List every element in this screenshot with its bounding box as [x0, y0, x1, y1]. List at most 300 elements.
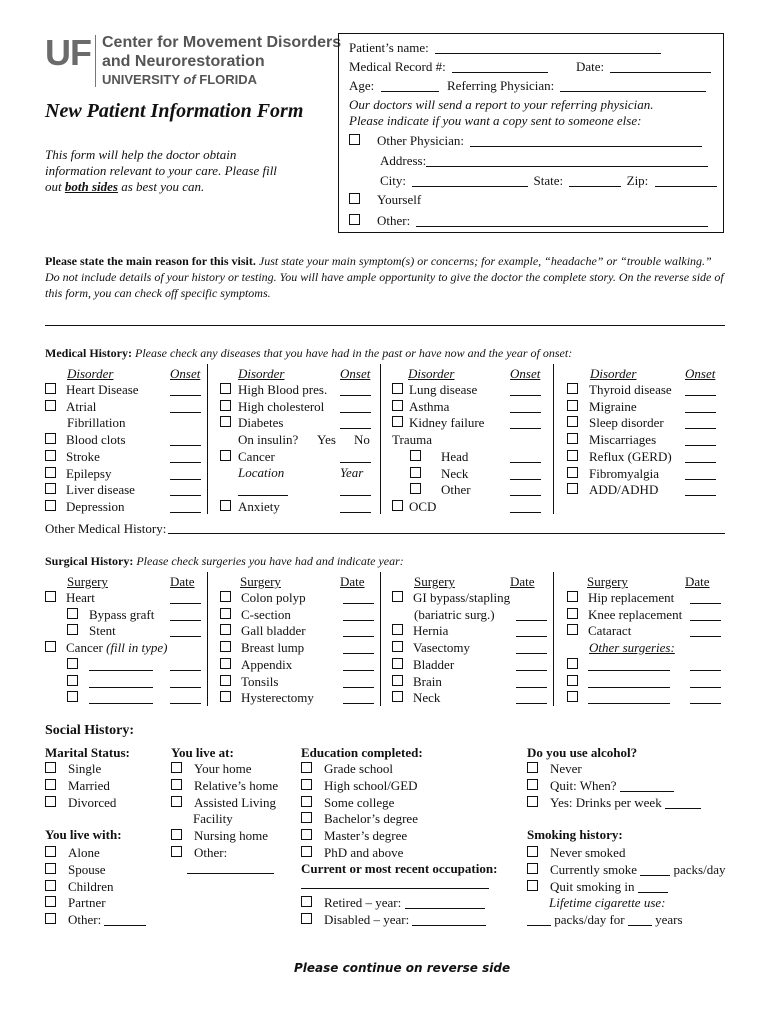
- marital-divorced-checkbox[interactable]: [45, 796, 56, 807]
- med-high-bp-checkbox[interactable]: [220, 383, 231, 394]
- surg-appendix-label: Appendix: [241, 657, 293, 672]
- other-physician-field[interactable]: [470, 134, 702, 147]
- onset-blank[interactable]: [170, 495, 201, 496]
- onset-blank[interactable]: [510, 479, 541, 480]
- live-at-assisted-label: Assisted Living: [194, 795, 276, 810]
- surg-brain-checkbox[interactable]: [392, 675, 403, 686]
- edu-bachelors-checkbox[interactable]: [301, 812, 312, 823]
- surg-stent-checkbox[interactable]: [67, 624, 78, 635]
- date-label: Date:: [576, 59, 605, 74]
- report-note-2: Please indicate if you want a copy sent to someone else:: [349, 113, 642, 128]
- state-label: State:: [533, 173, 564, 188]
- live-with-partner-checkbox[interactable]: [45, 896, 56, 907]
- live-at-nursing-checkbox[interactable]: [171, 829, 182, 840]
- med-blood-clots: [45, 432, 126, 448]
- med-liver-disease-checkbox[interactable]: [45, 483, 56, 494]
- surg-appendix-checkbox[interactable]: [220, 658, 231, 669]
- occupation-label: Current or most recent occupation:: [301, 861, 498, 876]
- date-blank[interactable]: [690, 687, 721, 688]
- retired-row: [301, 895, 485, 911]
- surgical-divider-1: [207, 572, 208, 706]
- med-miscarriages-checkbox[interactable]: [567, 433, 578, 444]
- patient-name-field[interactable]: [435, 41, 661, 54]
- onset-blank[interactable]: [685, 428, 716, 429]
- date-blank[interactable]: [343, 703, 374, 704]
- live-with-children-label: Children: [68, 879, 114, 894]
- med-blood-clots-checkbox[interactable]: [45, 433, 56, 444]
- med-high-bp-label: High Blood pres.: [238, 382, 328, 397]
- smoking-current-label: Currently smoke: [550, 862, 638, 877]
- med-insulin-yes[interactable]: Yes: [317, 432, 336, 447]
- logo-univ-b: FLORIDA: [195, 72, 258, 87]
- cancer-location-blank[interactable]: [238, 495, 288, 496]
- date-blank[interactable]: [690, 636, 721, 637]
- date-blank[interactable]: [170, 687, 201, 688]
- surg-hernia: [392, 623, 448, 639]
- smoking-never: [527, 845, 625, 861]
- live-at-relative-label: Relative’s home: [194, 778, 279, 793]
- onset-blank[interactable]: [685, 495, 716, 496]
- med-kidney-failure: [392, 415, 484, 431]
- med-trauma-head-label: Head: [441, 449, 469, 464]
- mrn-label: Medical Record #:: [349, 59, 446, 74]
- alcohol-quit-field[interactable]: [620, 779, 674, 792]
- surg-tonsils: [220, 674, 278, 690]
- onset-blank[interactable]: [685, 445, 716, 446]
- alcohol-drinks-field[interactable]: [665, 796, 701, 809]
- date-blank[interactable]: [516, 636, 547, 637]
- other-copy-checkbox[interactable]: [349, 214, 360, 225]
- onset-blank[interactable]: [685, 462, 716, 463]
- med-atrial: [45, 399, 96, 415]
- onset-blank[interactable]: [170, 512, 201, 513]
- surg-colon-polyp-label: Colon polyp: [241, 590, 306, 605]
- med-thyroid-checkbox[interactable]: [567, 383, 578, 394]
- med-on-insulin: On insulin?: [238, 432, 299, 447]
- med-migraine-checkbox[interactable]: [567, 400, 578, 411]
- med-cancer-year: Year: [340, 465, 364, 480]
- med-trauma-other-checkbox[interactable]: [410, 483, 421, 494]
- date-row: [576, 59, 711, 75]
- med-sleep-disorder-checkbox[interactable]: [567, 416, 578, 427]
- yourself-checkbox[interactable]: [349, 193, 360, 204]
- marital-married-checkbox[interactable]: [45, 779, 56, 790]
- onset-blank[interactable]: [340, 412, 371, 413]
- live-at-home-checkbox[interactable]: [171, 762, 182, 773]
- onset-blank[interactable]: [685, 395, 716, 396]
- med-asthma-label: Asthma: [409, 399, 450, 414]
- alcohol-yes-checkbox[interactable]: [527, 796, 538, 807]
- marital-married: [45, 778, 110, 794]
- other-physician-checkbox[interactable]: [349, 134, 360, 145]
- surg-hysterectomy-checkbox[interactable]: [220, 691, 231, 702]
- live-with-other-field[interactable]: [104, 913, 146, 926]
- surg-colon-polyp: [220, 590, 306, 606]
- smoking-packs-day-label: packs/day: [673, 862, 726, 877]
- med-ocd-checkbox[interactable]: [392, 500, 403, 511]
- med-trauma-neck-checkbox[interactable]: [410, 467, 421, 478]
- date-blank[interactable]: [343, 687, 374, 688]
- logo-center-name-2: and Neurorestoration: [102, 53, 265, 70]
- surg-gall-bladder-checkbox[interactable]: [220, 624, 231, 635]
- date-blank[interactable]: [516, 687, 547, 688]
- med-add-adhd: [567, 482, 658, 498]
- date-blank[interactable]: [170, 703, 201, 704]
- alcohol-yes: [527, 795, 701, 811]
- surg-col4-date-header: Date: [685, 574, 710, 589]
- surg-neck: [392, 690, 440, 706]
- med-high-cholesterol-checkbox[interactable]: [220, 400, 231, 411]
- surg-hip-checkbox[interactable]: [567, 591, 578, 602]
- surg-blank-checkbox[interactable]: [67, 658, 78, 669]
- surg-hysterectomy-label: Hysterectomy: [241, 690, 314, 705]
- surg-hernia-checkbox[interactable]: [392, 624, 403, 635]
- surgical-instruction: Please check surgeries you have had and indicate year:: [136, 554, 404, 568]
- medical-instruction: Please check any diseases that you have had in the past or have now and the year of onset:: [134, 346, 573, 360]
- surg-other-field[interactable]: [588, 675, 670, 688]
- date-blank[interactable]: [516, 653, 547, 654]
- surg-cataract-checkbox[interactable]: [567, 624, 578, 635]
- alcohol-quit: [527, 778, 674, 794]
- surg-neck-checkbox[interactable]: [392, 691, 403, 702]
- surgical-history-heading: [45, 553, 404, 569]
- intro-part2: as best you can.: [117, 179, 205, 194]
- edu-grade-school-label: Grade school: [324, 761, 393, 776]
- smoking-never-checkbox[interactable]: [527, 846, 538, 857]
- disabled-row: [301, 912, 486, 928]
- med-add-adhd-checkbox[interactable]: [567, 483, 578, 494]
- med-kidney-failure-checkbox[interactable]: [392, 416, 403, 427]
- onset-blank[interactable]: [340, 462, 371, 463]
- onset-blank[interactable]: [510, 412, 541, 413]
- med-reflux-checkbox[interactable]: [567, 450, 578, 461]
- surg-col4-header: Surgery: [587, 574, 628, 589]
- date-field[interactable]: [610, 60, 711, 73]
- med-reflux-label: Reflux (GERD): [589, 449, 672, 464]
- surg-vasectomy-checkbox[interactable]: [392, 641, 403, 652]
- surg-other-surgeries: Other surgeries:: [589, 640, 675, 655]
- surg-colon-polyp-checkbox[interactable]: [220, 591, 231, 602]
- surg-other-row: [567, 674, 670, 690]
- live-at-other-field[interactable]: [187, 873, 274, 874]
- uf-logo-mark: UF: [45, 32, 91, 73]
- surg-bypass-label: Bypass graft: [89, 607, 155, 622]
- other-medical-history-field[interactable]: [168, 533, 725, 534]
- med-lung-disease: [392, 382, 477, 398]
- med-thyroid-label: Thyroid disease: [589, 382, 672, 397]
- referring-field[interactable]: [560, 79, 706, 92]
- surgical-heading: Surgical History:: [45, 554, 134, 568]
- onset-blank[interactable]: [170, 445, 201, 446]
- surg-blank-field[interactable]: [89, 691, 153, 704]
- live-with-spouse-checkbox[interactable]: [45, 863, 56, 874]
- surg-hysterectomy: [220, 690, 314, 706]
- live-with-other-label: Other:: [68, 912, 102, 927]
- onset-blank[interactable]: [510, 462, 541, 463]
- edu-some-college-label: Some college: [324, 795, 395, 810]
- occupation-field[interactable]: [301, 888, 489, 889]
- onset-blank[interactable]: [685, 479, 716, 480]
- med-trauma-head-checkbox[interactable]: [410, 450, 421, 461]
- address-row: [380, 153, 708, 169]
- surg-blank-field[interactable]: [89, 658, 153, 671]
- surg-appendix: [220, 657, 292, 673]
- date-blank[interactable]: [343, 653, 374, 654]
- edu-some-college-checkbox[interactable]: [301, 796, 312, 807]
- live-at-relatives-home: [171, 778, 278, 794]
- date-blank[interactable]: [170, 603, 201, 604]
- surg-cataract: [567, 623, 631, 639]
- med-liver-disease-label: Liver disease: [66, 482, 135, 497]
- medical-history-heading: [45, 345, 572, 361]
- onset-blank[interactable]: [340, 428, 371, 429]
- surg-other-field[interactable]: [588, 658, 670, 671]
- referring-label: Referring Physician:: [447, 78, 555, 93]
- marital-single: [45, 761, 101, 777]
- surg-bladder: [392, 657, 454, 673]
- other-copy-field[interactable]: [416, 214, 708, 227]
- med-trauma-other: [410, 482, 471, 498]
- edu-bachelors-label: Bachelor’s degree: [324, 811, 418, 826]
- surg-bladder-checkbox[interactable]: [392, 658, 403, 669]
- surg-cancer-fill-in: (fill in type): [106, 640, 168, 655]
- surg-bypass-checkbox[interactable]: [67, 608, 78, 619]
- live-at-assisted-checkbox[interactable]: [171, 796, 182, 807]
- med-high-blood-pressure: [220, 382, 327, 398]
- onset-blank[interactable]: [340, 395, 371, 396]
- surg-knee-replacement: [567, 607, 682, 623]
- date-blank[interactable]: [170, 670, 201, 671]
- surg-blank-row: [67, 690, 153, 706]
- surg-tonsils-checkbox[interactable]: [220, 675, 231, 686]
- live-with-alone-checkbox[interactable]: [45, 846, 56, 857]
- surg-blank-field[interactable]: [89, 675, 153, 688]
- surg-other-checkbox[interactable]: [567, 658, 578, 669]
- smoking-quit: [527, 879, 668, 895]
- live-with-label: You live with:: [45, 827, 122, 842]
- surg-cancer-checkbox[interactable]: [45, 641, 56, 652]
- surg-heart-checkbox[interactable]: [45, 591, 56, 602]
- date-blank[interactable]: [343, 603, 374, 604]
- cancer-year-blank[interactable]: [340, 495, 371, 496]
- onset-blank[interactable]: [340, 512, 371, 513]
- medical-divider-1: [207, 364, 208, 514]
- city-field[interactable]: [412, 174, 528, 187]
- alcohol-never-checkbox[interactable]: [527, 762, 538, 773]
- edu-phd-label: PhD and above: [324, 845, 404, 860]
- patient-name-row: [349, 40, 661, 56]
- smoking-quit-label: Quit smoking in: [550, 879, 635, 894]
- onset-blank[interactable]: [510, 512, 541, 513]
- date-blank[interactable]: [516, 670, 547, 671]
- surg-other-row: [567, 657, 670, 673]
- other-copy-row: [349, 213, 708, 229]
- date-blank[interactable]: [690, 603, 721, 604]
- surg-col3-date-header: Date: [510, 574, 535, 589]
- education-label: Education completed:: [301, 745, 423, 760]
- mrn-field[interactable]: [452, 60, 548, 73]
- date-blank[interactable]: [516, 620, 547, 621]
- alcohol-never: [527, 761, 582, 777]
- intro-text: [45, 147, 295, 195]
- surg-breast-lump-checkbox[interactable]: [220, 641, 231, 652]
- patient-name-label: Patient’s name:: [349, 40, 429, 55]
- other-physician-label: Other Physician:: [377, 133, 465, 148]
- edu-grade-school: [301, 761, 393, 777]
- surg-other-checkbox[interactable]: [567, 675, 578, 686]
- surg-knee-checkbox[interactable]: [567, 608, 578, 619]
- onset-blank[interactable]: [510, 495, 541, 496]
- med-col1-header: Disorder: [67, 366, 114, 381]
- lifetime-packs-field[interactable]: [527, 913, 551, 926]
- live-with-partner-label: Partner: [68, 895, 106, 910]
- onset-blank[interactable]: [510, 395, 541, 396]
- edu-phd: [301, 845, 403, 861]
- med-fibromyalgia-checkbox[interactable]: [567, 467, 578, 478]
- date-blank[interactable]: [690, 703, 721, 704]
- live-at-relative-checkbox[interactable]: [171, 779, 182, 790]
- disabled-year-field[interactable]: [412, 913, 486, 926]
- retired-checkbox[interactable]: [301, 896, 312, 907]
- surg-blank-checkbox[interactable]: [67, 691, 78, 702]
- date-blank[interactable]: [170, 636, 201, 637]
- edu-high-school-checkbox[interactable]: [301, 779, 312, 790]
- live-with-children: [45, 879, 114, 895]
- age-label: Age:: [349, 78, 375, 93]
- surg-other-row: [567, 690, 670, 706]
- med-sleep-disorder: [567, 415, 664, 431]
- retired-year-field[interactable]: [405, 896, 485, 909]
- intro-part1: This form will help the doctor obtain information relevant to your care. Please fill out: [45, 147, 277, 194]
- age-field[interactable]: [381, 79, 439, 92]
- date-blank[interactable]: [343, 636, 374, 637]
- med-depression-checkbox[interactable]: [45, 500, 56, 511]
- med-anxiety-checkbox[interactable]: [220, 500, 231, 511]
- med-lung-disease-label: Lung disease: [409, 382, 478, 397]
- med-insulin-no[interactable]: No: [354, 432, 370, 447]
- surg-gi-bypass-checkbox[interactable]: [392, 591, 403, 602]
- yourself-label: Yourself: [377, 192, 422, 207]
- marital-married-label: Married: [68, 778, 110, 793]
- date-blank[interactable]: [343, 620, 374, 621]
- med-diabetes: [220, 415, 283, 431]
- onset-blank[interactable]: [685, 412, 716, 413]
- alcohol-quit-label: Quit: When?: [550, 778, 617, 793]
- date-blank[interactable]: [170, 620, 201, 621]
- surg-breast-lump-label: Breast lump: [241, 640, 305, 655]
- live-with-spouse-label: Spouse: [68, 862, 106, 877]
- med-migraine-label: Migraine: [589, 399, 637, 414]
- referring-row: [447, 78, 706, 94]
- smoking-quit-field[interactable]: [638, 880, 668, 893]
- surg-c-section-checkbox[interactable]: [220, 608, 231, 619]
- onset-blank[interactable]: [170, 395, 201, 396]
- date-blank[interactable]: [690, 670, 721, 671]
- med-col2-header: Disorder: [238, 366, 285, 381]
- lifetime-years-field[interactable]: [628, 913, 652, 926]
- reason-answer-line[interactable]: [45, 325, 725, 326]
- med-stroke-checkbox[interactable]: [45, 450, 56, 461]
- surg-blank-row: [67, 657, 153, 673]
- onset-blank[interactable]: [510, 428, 541, 429]
- surg-gi-bypass: [392, 590, 510, 606]
- smoking-current-field[interactable]: [640, 863, 670, 876]
- disabled-checkbox[interactable]: [301, 913, 312, 924]
- onset-blank[interactable]: [170, 412, 201, 413]
- reason-text: [45, 253, 725, 301]
- med-cancer-checkbox[interactable]: [220, 450, 231, 461]
- med-diabetes-checkbox[interactable]: [220, 416, 231, 427]
- surg-other-checkbox[interactable]: [567, 691, 578, 702]
- med-ocd-label: OCD: [409, 499, 437, 514]
- other-physician-row: [349, 133, 702, 149]
- date-blank[interactable]: [690, 620, 721, 621]
- smoking-current-checkbox[interactable]: [527, 863, 538, 874]
- live-at-facility: Facility: [193, 811, 233, 826]
- state-field[interactable]: [569, 174, 621, 187]
- edu-phd-checkbox[interactable]: [301, 846, 312, 857]
- lifetime-cigarette-label: Lifetime cigarette use:: [549, 895, 666, 910]
- onset-blank[interactable]: [170, 479, 201, 480]
- surg-stent-label: Stent: [89, 623, 116, 638]
- date-blank[interactable]: [343, 670, 374, 671]
- alcohol-quit-checkbox[interactable]: [527, 779, 538, 790]
- med-epilepsy-checkbox[interactable]: [45, 467, 56, 478]
- surg-other-field[interactable]: [588, 691, 670, 704]
- med-miscarriages-label: Miscarriages: [589, 432, 657, 447]
- med-asthma: [392, 399, 449, 415]
- address-field[interactable]: [426, 154, 708, 167]
- zip-field[interactable]: [655, 174, 717, 187]
- yourself-row: [349, 192, 421, 208]
- live-with-other: [45, 912, 146, 928]
- med-col4-onset-header: Onset: [685, 366, 716, 381]
- live-with-children-checkbox[interactable]: [45, 880, 56, 891]
- marital-single-checkbox[interactable]: [45, 762, 56, 773]
- disabled-label: Disabled – year:: [324, 912, 410, 927]
- med-atrial-checkbox[interactable]: [45, 400, 56, 411]
- med-heart-disease-label: Heart Disease: [66, 382, 139, 397]
- live-at-nursing-home: [171, 828, 268, 844]
- surg-cancer: [45, 640, 167, 656]
- report-note-1: Our doctors will send a report to your referring physician.: [349, 97, 654, 112]
- logo-divider: [95, 35, 96, 87]
- mrn-row: [349, 59, 548, 75]
- edu-grade-school-checkbox[interactable]: [301, 762, 312, 773]
- live-at-other-checkbox[interactable]: [171, 846, 182, 857]
- edu-masters-checkbox[interactable]: [301, 829, 312, 840]
- onset-blank[interactable]: [170, 462, 201, 463]
- smoking-quit-checkbox[interactable]: [527, 880, 538, 891]
- med-cancer-location: Location: [238, 465, 285, 480]
- surg-bladder-label: Bladder: [413, 657, 455, 672]
- alcohol-label: Do you use alcohol?: [527, 745, 638, 760]
- zip-label: Zip:: [626, 173, 649, 188]
- surg-bariatric: (bariatric surg.): [414, 607, 495, 622]
- surg-blank-checkbox[interactable]: [67, 675, 78, 686]
- med-asthma-checkbox[interactable]: [392, 400, 403, 411]
- med-lung-disease-checkbox[interactable]: [392, 383, 403, 394]
- med-cancer: [220, 449, 275, 465]
- live-with-other-checkbox[interactable]: [45, 913, 56, 924]
- surg-heart-label: Heart: [66, 590, 95, 605]
- med-thyroid-disease: [567, 382, 672, 398]
- med-atrial-label: Atrial: [66, 399, 97, 414]
- other-copy-label: Other:: [377, 213, 411, 228]
- date-blank[interactable]: [516, 703, 547, 704]
- continue-note: Please continue on reverse side: [294, 961, 511, 975]
- med-heart-disease-checkbox[interactable]: [45, 383, 56, 394]
